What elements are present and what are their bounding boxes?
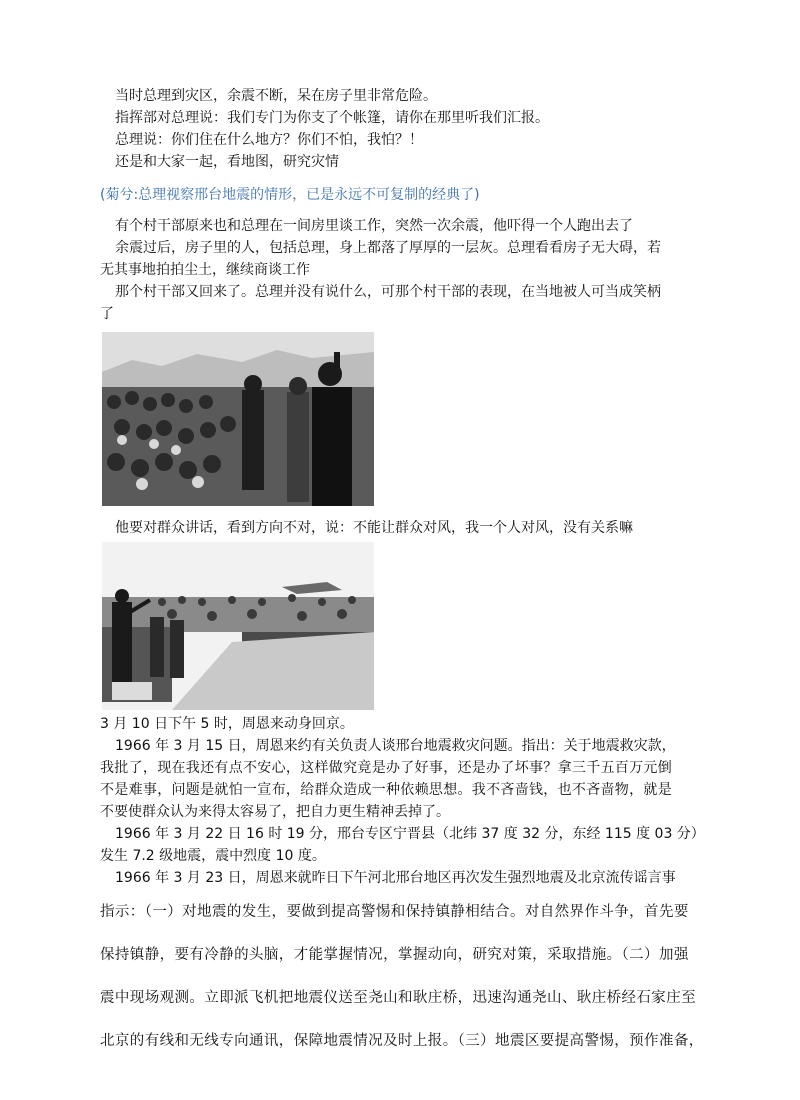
paragraph-line: 发生 7.2 级地震，震中烈度 10 度。 — [100, 848, 326, 864]
paragraph-line: 指示：（一）对地震的发生，要做到提高警惕和保持镇静相结合。对自然界作斗争，首先要 — [100, 904, 689, 920]
paragraph-line: 指挥部对总理说：我们专门为你支了个帐篷，请你在那里听我们汇报。 — [115, 110, 549, 126]
paragraph-line: 3 月 10 日下午 5 时，周恩来动身回京。 — [100, 716, 354, 732]
paragraph-line: 他要对群众讲话，看到方向不对，说：不能让群众对风，我一个人对风，没有关系嘛 — [115, 520, 633, 536]
paragraph-line: 北京的有线和无线专向通讯，保障地震情况及时上报。（三）地震区要提高警惕，预作准备， — [100, 1033, 704, 1049]
photo-premier-speaking-to-crowd — [102, 332, 374, 506]
paragraph-line: 1966 年 3 月 23 日，周恩来就昨日下午河北邢台地区再次发生强烈地震及北京流传谣言事 — [115, 870, 676, 886]
paragraph-line: 不要使群众认为来得太容易了，把自力更生精神丢掉了。 — [100, 804, 450, 820]
paragraph-line: 1966 年 3 月 15 日，周恩来约有关负责人谈邢台地震救灾问题。指出：关于地震救灾款， — [115, 738, 676, 754]
photo-premier-facing-wind — [102, 542, 374, 710]
paragraph-line: 震中现场观测。立即派飞机把地震仪送至尧山和耿庄桥，迅速沟通尧山、耿庄桥经石家庄至 — [100, 990, 696, 1006]
paragraph-line: 总理说：你们住在什么地方？你们不怕，我怕？！ — [115, 132, 423, 148]
paragraph-line: 那个村干部又回来了。总理并没有说什么，可那个村干部的表现，在当地被人可当成笑柄 — [115, 284, 661, 300]
paragraph-line: 当时总理到灾区，余震不断，呆在房子里非常危险。 — [115, 88, 437, 104]
paragraph-line: 1966 年 3 月 22 日 16 时 19 分，邢台专区宁晋县（北纬 37 度 32 分，东经 115 度 03 分） — [115, 826, 705, 842]
paragraph-line: 无其事地拍拍尘土，继续商谈工作 — [100, 262, 310, 278]
paragraph-line: 保持镇静，要有冷静的头脑，才能掌握情况，掌握动向，研究对策，采取措施。（二）加强 — [100, 947, 689, 963]
paragraph-line: 有个村干部原来也和总理在一间房里谈工作，突然一次余震，他吓得一个人跑出去了 — [115, 218, 633, 234]
paragraph-line: 还是和大家一起，看地图，研究灾情 — [115, 154, 339, 170]
paragraph-line: 不是难事，问题是就怕一宣布，给群众造成一种依赖思想。我不吝啬钱，也不吝啬物，就是 — [100, 782, 672, 798]
paragraph-line: 了 — [100, 306, 114, 322]
editor-caption: (菊兮:总理视察邢台地震的情形，已是永远不可复制的经典了) — [100, 187, 480, 203]
paragraph-line: 我批了，现在我还有点不安心，这样做究竟是办了好事，还是办了坏事？拿三千五百万元倒 — [100, 760, 672, 776]
paragraph-line: 余震过后，房子里的人，包括总理，身上都落了厚厚的一层灰。总理看看房子无大碍，若 — [115, 240, 661, 256]
